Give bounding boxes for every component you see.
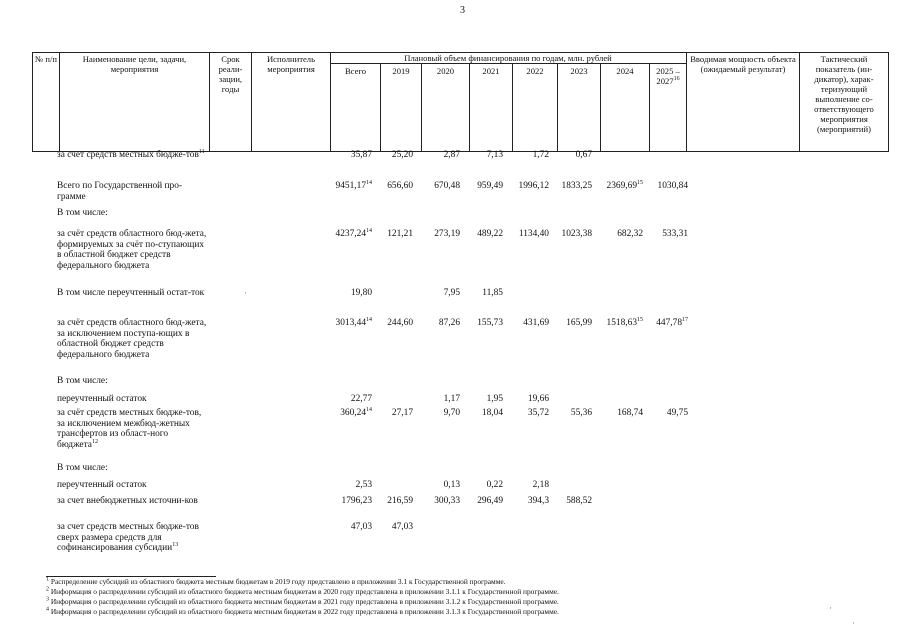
cell-y2020: 87,26 — [438, 318, 460, 328]
cell-y2023: 165,99 — [566, 318, 592, 328]
cell-y2023: 588,52 — [566, 496, 592, 506]
cell-y2025: 533,31 — [662, 229, 688, 239]
header-2019: 2019 — [392, 66, 410, 76]
cell-y2025: 49,75 — [666, 408, 688, 418]
header-capacity: Вводимая мощность объекта (ожидаемый результат) — [690, 54, 796, 74]
cell-y2019: 25,20 — [391, 150, 413, 160]
header-term: Срок реали-зации, годы — [218, 54, 243, 94]
header-total: Всего — [344, 66, 367, 76]
cell-y2023: 1023,38 — [561, 229, 592, 239]
cell-total: 3013,44$^{14}$ — [335, 316, 372, 328]
cell-y2024: 1518,63$^{15}$ — [606, 316, 643, 328]
cell-y2022: 1134,40 — [518, 229, 549, 239]
scan-speck: · — [244, 288, 247, 298]
header-indicator: Тактический показатель (ин-дикатор), харак-теризующий выполнение со-ответствующего мероприятия (мероприятий) — [814, 54, 874, 134]
cell-y2024: 2369,69$^{15}$ — [606, 179, 643, 191]
cell-total: 9451,17$^{14}$ — [335, 179, 372, 191]
cell-y2020: 273,19 — [434, 229, 460, 239]
row-label: В том числе: — [57, 463, 108, 473]
footnote: $^3$ Информация о распределении субсидий из областного бюджета местным бюджетам в 2021 году представлена в приложении 3.1.2 к Государственной программе. — [46, 596, 559, 606]
cell-y2019: 27,17 — [391, 408, 413, 418]
scan-speck: · — [829, 603, 832, 613]
row-label: за счёт средств областного бюд-жета, формируемых за счёт по-ступающих в областной бюджет средств федерального бюджета — [57, 229, 207, 271]
cell-y2019: 121,21 — [387, 229, 413, 239]
row-label: за счёт средств областного бюд-жета, за исключением поступа-ющих в областной бюджет средств федерального бюджета — [57, 318, 207, 360]
footnote: $^1$ Распределение субсидий из областного бюджета местным бюджетам в 2019 году представлено в приложении 3.1 к Государственной программе. — [46, 576, 506, 586]
header-2025-2027: 2025 – 2027$^{16}$ — [656, 66, 680, 86]
header-name: Наименование цели, задачи, мероприятия — [82, 54, 187, 74]
cell-y2022: 1996,12 — [518, 181, 549, 191]
footnote: $^4$ Информация о распределении субсидий из областного бюджета местным бюджетам в 2022 году представлена в приложении 3.1.3 к Государственной программе. — [46, 606, 559, 616]
cell-y2022: 394,3 — [527, 496, 549, 506]
cell-y2020: 7,95 — [443, 288, 460, 298]
row-label: за счет средств местных бюдже-тов$^{11}$ — [57, 148, 205, 160]
cell-y2021: 155,73 — [477, 318, 503, 328]
header-funding-group: Плановый объем финансирования по годам, млн. рублей — [404, 53, 612, 63]
cell-total: 22,77 — [350, 394, 372, 404]
cell-total: 47,03 — [350, 522, 372, 532]
cell-y2020: 670,48 — [434, 181, 460, 191]
cell-total: 360,24$^{14}$ — [340, 406, 372, 418]
header-2024: 2024 — [616, 66, 634, 76]
row-label: за счёт средств местных бюдже-тов, за исключением межбюд-жетных трансфертов из област-ного бюджета$^{12}$ — [57, 408, 202, 450]
row-label: В том числе переучтенный остат-ток — [57, 288, 205, 298]
header-2020: 2020 — [436, 66, 455, 76]
header-2023: 2023 — [570, 66, 588, 76]
cell-y2020: 9,70 — [443, 408, 460, 418]
cell-y2021: 959,49 — [477, 181, 503, 191]
cell-y2021: 0,22 — [486, 480, 503, 490]
cell-y2021: 296,49 — [477, 496, 503, 506]
cell-y2022: 19,66 — [527, 394, 549, 404]
cell-y2024: 682,32 — [617, 229, 643, 239]
cell-y2020: 2,87 — [443, 150, 460, 160]
cell-y2021: 1,95 — [486, 394, 503, 404]
row-label: переучтенный остаток — [57, 394, 147, 404]
header-num: № п/п — [35, 54, 57, 64]
cell-total: 19,80 — [350, 288, 372, 298]
cell-y2019: 216,59 — [387, 496, 413, 506]
header-2021: 2021 — [482, 66, 500, 76]
header-executor: Исполнитель мероприятия — [266, 54, 316, 74]
cell-y2022: 2,18 — [532, 480, 549, 490]
cell-y2024: 168,74 — [617, 408, 643, 418]
row-label: переучтенный остаток — [57, 480, 147, 490]
row-label: за счет средств местных бюдже-тов сверх размера средств для софинансирования субсидии$^{13}$ — [57, 522, 199, 554]
cell-y2021: 18,04 — [481, 408, 503, 418]
cell-y2021: 7,13 — [486, 150, 503, 160]
row-label: Всего по Государственной про-грамме — [57, 181, 183, 202]
cell-y2020: 1,17 — [443, 394, 460, 404]
cell-y2020: 0,13 — [443, 480, 460, 490]
cell-y2023: 1833,25 — [561, 181, 592, 191]
cell-y2022: 35,72 — [527, 408, 549, 418]
cell-total: 2,53 — [355, 480, 372, 490]
row-label: В том числе: — [57, 376, 108, 386]
cell-y2023: 0,67 — [575, 150, 592, 160]
cell-y2025: 447,78$^{17}$ — [656, 316, 688, 328]
cell-y2021: 489,22 — [477, 229, 503, 239]
cell-y2020: 300,33 — [434, 496, 460, 506]
cell-total: 35,87 — [350, 150, 372, 160]
cell-y2023: 55,36 — [570, 408, 592, 418]
header-2022: 2022 — [526, 66, 544, 76]
row-label: В том числе: — [57, 208, 108, 218]
row-label: за счет внебюджетных источни-ков — [57, 496, 198, 506]
cell-y2019: 656,60 — [387, 181, 413, 191]
cell-y2022: 431,69 — [523, 318, 549, 328]
cell-y2022: 1,72 — [532, 150, 549, 160]
cell-y2025: 1030,84 — [657, 181, 688, 191]
footnote: $^2$ Информация о распределении субсидий из областного бюджета местным бюджетам в 2020 году представлена в приложении 3.1.1 к Государственной программе. — [46, 586, 559, 596]
cell-y2021: 11,85 — [482, 288, 503, 298]
cell-total: 1796,23 — [341, 496, 372, 506]
cell-y2019: 244,60 — [387, 318, 413, 328]
scan-speck: · — [852, 618, 855, 628]
cell-y2019: 47,03 — [391, 522, 413, 532]
cell-total: 4237,24$^{14}$ — [335, 227, 372, 239]
page-number: 3 — [460, 5, 465, 16]
